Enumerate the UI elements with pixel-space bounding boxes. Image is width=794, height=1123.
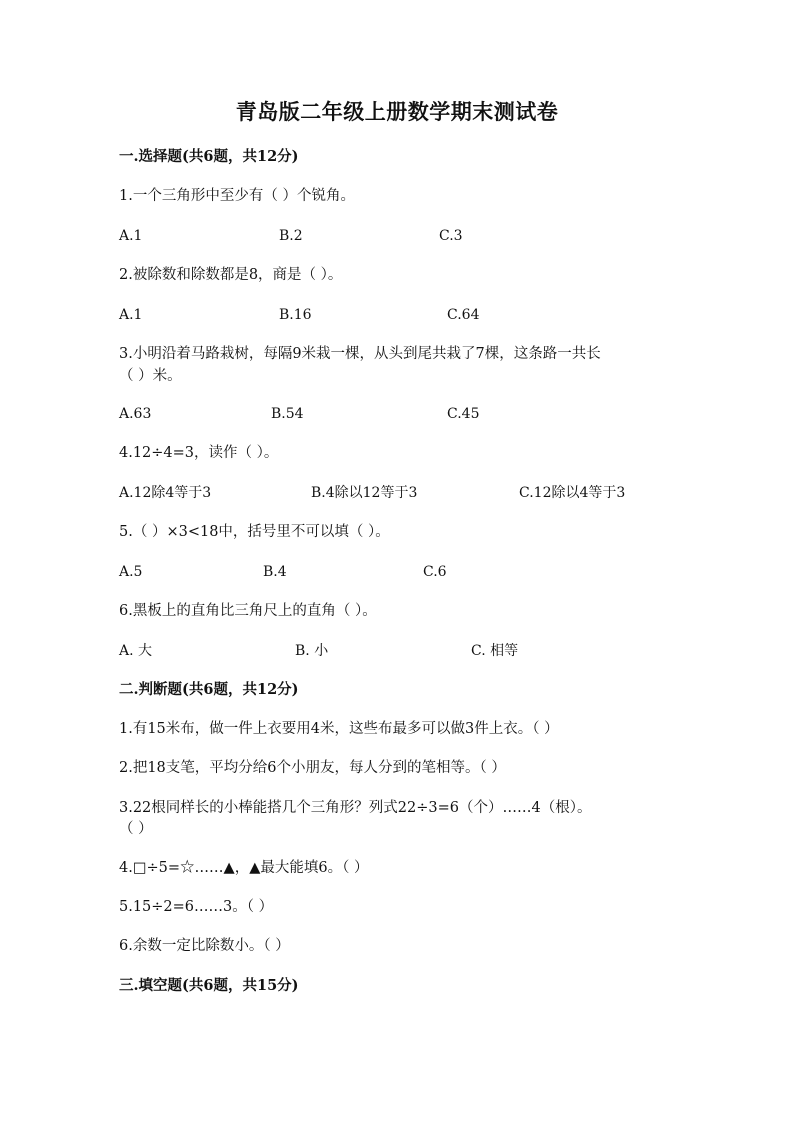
option-c: C.3 <box>439 228 463 244</box>
section-heading-judgment: 二.判断题(共6题，共12分) <box>119 681 299 698</box>
page-title: 青岛版二年级上册数学期末测试卷 <box>235 99 559 124</box>
question-text: 4.12÷4=3，读作（ ）。 <box>119 445 279 461</box>
option-a: A.5 <box>119 564 143 580</box>
option-c: C.45 <box>447 406 480 422</box>
option-b: B.2 <box>279 228 303 244</box>
question-text: 6.余数一定比除数小。（ ） <box>119 938 290 954</box>
option-b: B.16 <box>279 307 312 323</box>
option-c: C.64 <box>447 307 480 323</box>
option-c: C. 相等 <box>471 643 519 659</box>
section-heading-fill: 三.填空题(共6题，共15分) <box>119 977 299 994</box>
question-text: 3.小明沿着马路栽树，每隔9米栽一棵，从头到尾共栽了7棵，这条路一共长 <box>119 346 601 362</box>
question-text: 5.15÷2=6……3。（ ） <box>119 899 274 915</box>
question-text: 6.黑板上的直角比三角尺上的直角（ ）。 <box>119 603 377 619</box>
question-text: 1.有15米布，做一件上衣要用4米，这些布最多可以做3件上衣。（ ） <box>119 721 559 737</box>
question-text: 3.22根同样长的小棒能搭几个三角形？列式22÷3=6（个）……4（根）。 <box>119 800 592 816</box>
question-text-continued: （ ）米。 <box>119 368 182 384</box>
question-text: 2.被除数和除数都是8，商是（ ）。 <box>119 267 343 283</box>
question-text: 1.一个三角形中至少有（ ）个锐角。 <box>119 188 355 204</box>
option-a: A. 大 <box>119 643 153 659</box>
option-b: B.4除以12等于3 <box>311 485 418 501</box>
option-a: A.1 <box>119 307 143 323</box>
option-a: A.63 <box>119 406 152 422</box>
option-a: A.1 <box>119 228 143 244</box>
option-b: B.54 <box>271 406 304 422</box>
option-b: B.4 <box>263 564 287 580</box>
option-c: C.12除以4等于3 <box>519 485 626 501</box>
option-b: B. 小 <box>295 643 329 659</box>
option-c: C.6 <box>423 564 447 580</box>
question-text: 5.（ ）×3<18中，括号里不可以填（ ）。 <box>119 524 390 540</box>
question-text: 4.□÷5=☆……▲，▲最大能填6。（ ） <box>119 860 369 876</box>
section-heading-choice: 一.选择题(共6题，共12分) <box>119 148 299 165</box>
question-text-continued: （ ） <box>119 821 153 837</box>
option-a: A.12除4等于3 <box>119 485 212 501</box>
question-text: 2.把18支笔，平均分给6个小朋友，每人分到的笔相等。（ ） <box>119 760 506 776</box>
